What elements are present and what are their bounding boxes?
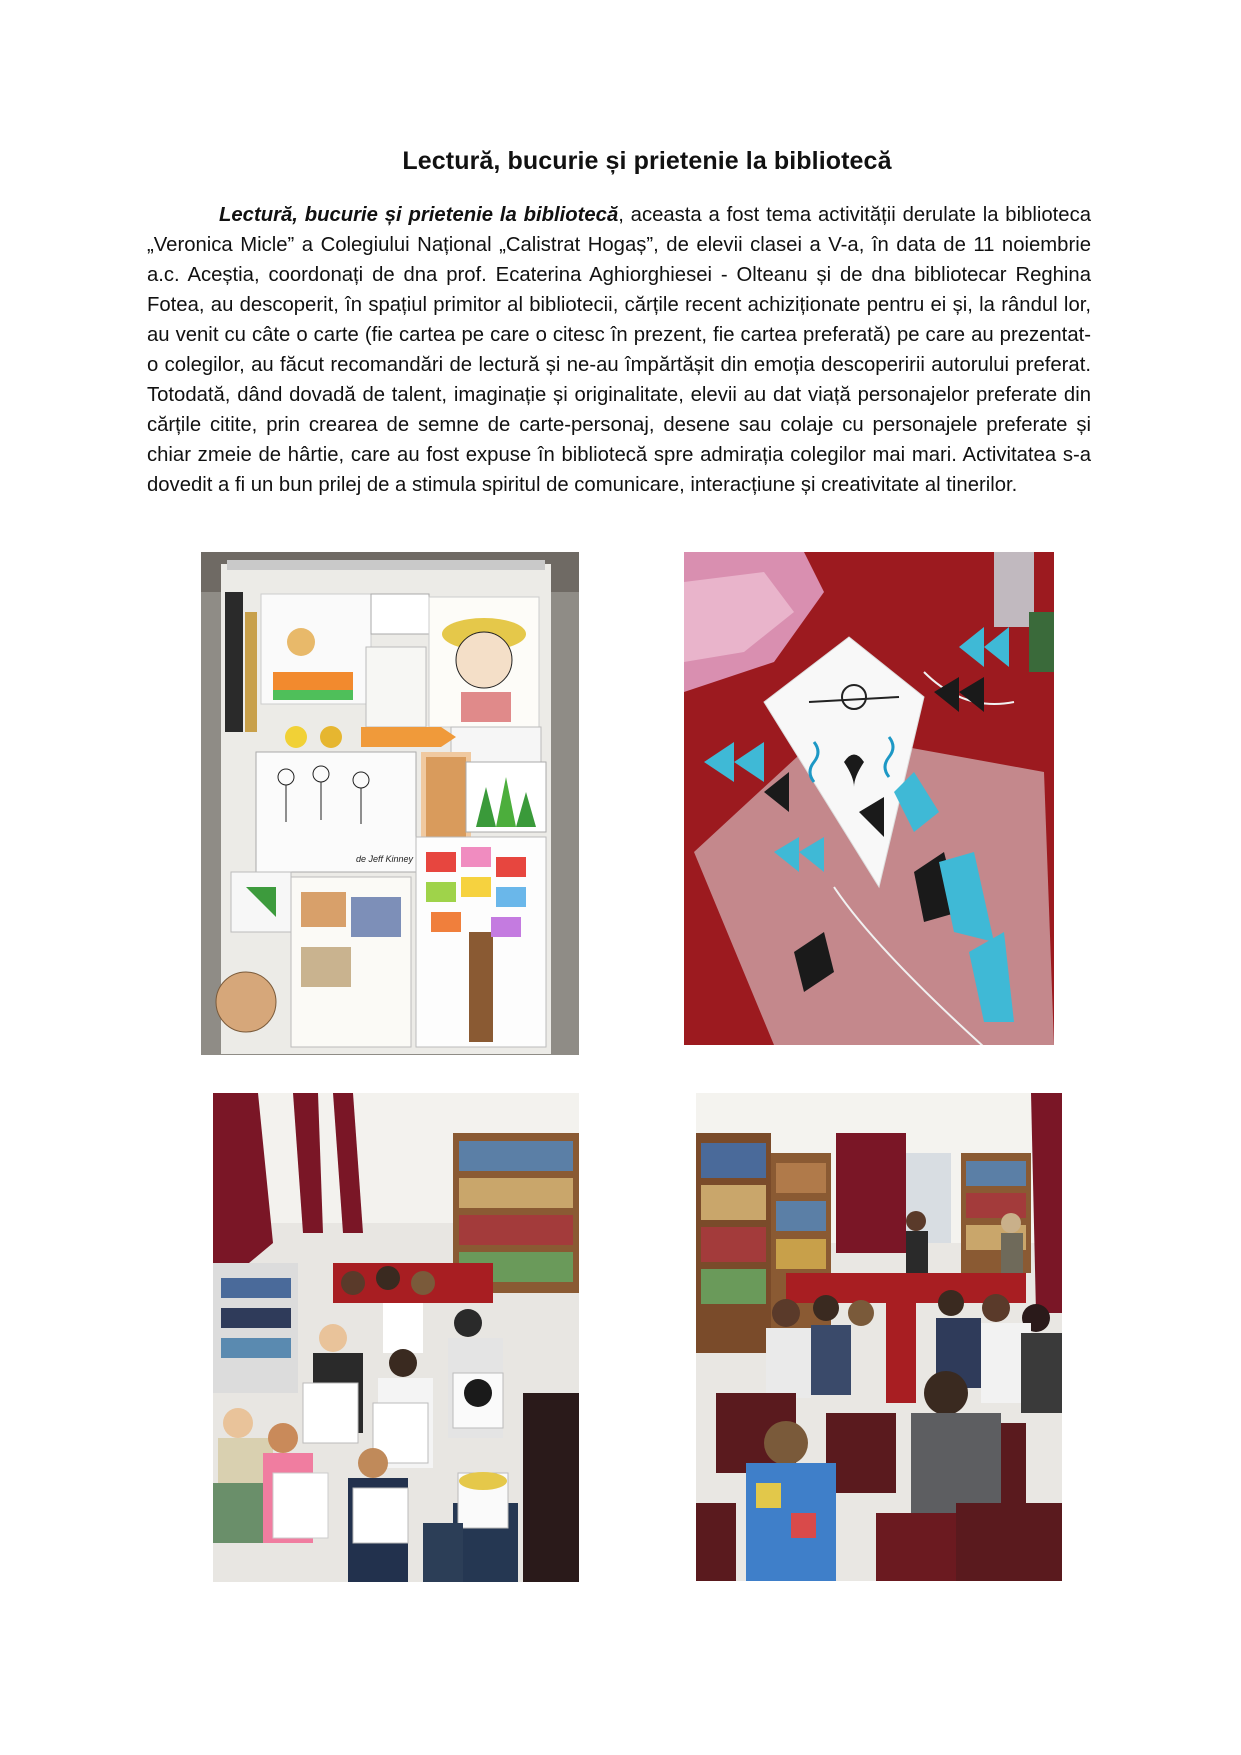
exhibition-board-image	[201, 552, 579, 1055]
article-paragraph	[147, 200, 1091, 500]
students-with-drawings-image	[213, 1093, 579, 1582]
article-body: , aceasta a fost tema activității derulate la biblioteca „Veronica Micle” a Colegiului Național „Calistrat Hogaș”, de elevii clasei a V-a, în data de 11 noiembrie a.c. Aceștia, coordonați de dna prof. Ecaterina Aghiorghiesei - Olteanu și de dna bibliotecar Reghina Fotea, au descoperit, în spațiul primitor al bibliotecii, cărțile recent achiziționate pentru ei și, la rândul lor, au venit cu câte o carte (fie cartea pe care o citesc în prezent, fie cartea preferată) pe care au prezentat-o colegilor, au făcut recomandări de lectură și ne-au împărtășit din emoția descoperirii autorului preferat. Totodată, dând dovadă de talent, imaginație și originalitate, elevii au dat viață personajelor preferate din cărțile citite, prin crearea de semne de carte-personaj, desene sau colaje cu personajele preferate și chiar zmeie de hârtie, care au fost expuse în bibliotecă spre admirația colegilor mai mari. Activitatea s-a dovedit a fi un bun prilej de a stimula spiritul de comunicare, interacțiune și creativitate al tinerilor.	[147, 204, 1091, 496]
document-title: Lectură, bucurie și prietenie la bibliotecă	[402, 147, 892, 175]
board-caption-text: de Jeff Kinney	[356, 854, 414, 864]
photo-paper-kite	[684, 552, 1054, 1045]
library-reading-room-image	[696, 1093, 1062, 1581]
article-lead: Lectură, bucurie și prietenie la bibliotecă	[219, 204, 619, 226]
photo-library-reading-room	[696, 1093, 1062, 1581]
photo-exhibition-board	[201, 552, 579, 1055]
photo-students-with-drawings	[213, 1093, 579, 1582]
paper-kite-image	[684, 552, 1054, 1045]
